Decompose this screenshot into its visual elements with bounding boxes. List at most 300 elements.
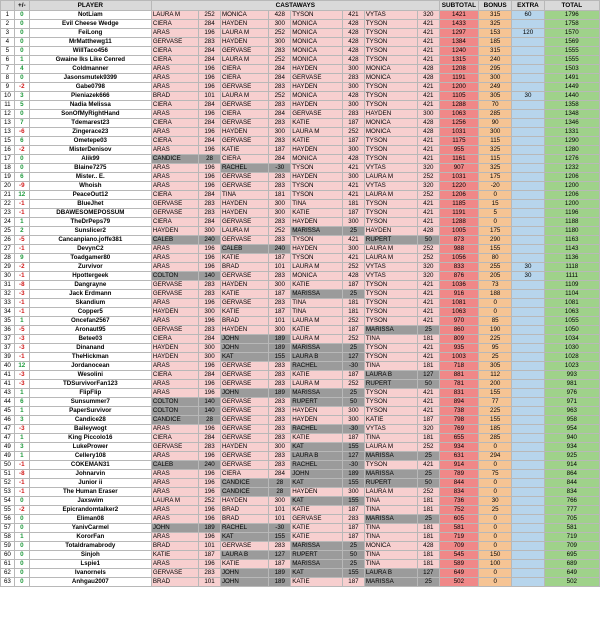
bonus-cell: 75 bbox=[478, 470, 511, 479]
subtotal-cell: 1175 bbox=[439, 137, 478, 146]
castaway-name: KATIE bbox=[291, 137, 343, 146]
subtotal-cell: 1421 bbox=[439, 11, 478, 20]
player-name: WillTaco456 bbox=[29, 47, 151, 56]
castaway-points: 300 bbox=[343, 173, 365, 182]
castaway-name: CIERA bbox=[220, 110, 268, 119]
extra-cell: 60 bbox=[512, 11, 544, 20]
rank-cell: 55 bbox=[1, 506, 15, 515]
castaway-name: LAURA M bbox=[364, 254, 417, 263]
extra-cell bbox=[512, 65, 544, 74]
table-row bbox=[1, 137, 600, 146]
change-cell: 9 bbox=[14, 254, 29, 263]
castaway-name: GERVASE bbox=[220, 182, 268, 191]
bonus-cell: 185 bbox=[478, 38, 511, 47]
castaway-name: TYSON bbox=[364, 281, 417, 290]
castaway-name: TYSON bbox=[364, 20, 417, 29]
castaway-name: CIERA bbox=[151, 101, 198, 110]
castaway-name: MONICA bbox=[291, 47, 343, 56]
extra-cell bbox=[512, 56, 544, 65]
extra-cell bbox=[512, 47, 544, 56]
castaway-points: 187 bbox=[343, 209, 365, 218]
castaway-points: 252 bbox=[417, 488, 439, 497]
castaway-name: GERVASE bbox=[220, 272, 268, 281]
change-cell: -2 bbox=[14, 263, 29, 272]
castaway-name: CIERA bbox=[151, 434, 198, 443]
total-cell: 777 bbox=[544, 506, 599, 515]
castaway-name: TYSON bbox=[364, 200, 417, 209]
extra-cell bbox=[512, 182, 544, 191]
extra-cell bbox=[512, 461, 544, 470]
castaway-name: TYSON bbox=[364, 218, 417, 227]
subtotal-cell: 1384 bbox=[439, 38, 478, 47]
castaway-points: 284 bbox=[199, 335, 221, 344]
subtotal-cell: 1081 bbox=[439, 299, 478, 308]
total-cell: 1200 bbox=[544, 200, 599, 209]
bonus-cell: 300 bbox=[478, 128, 511, 137]
castaway-points: 283 bbox=[269, 398, 291, 407]
bonus-cell: 0 bbox=[478, 542, 511, 551]
castaway-name: TYSON bbox=[291, 254, 343, 263]
bonus-cell: 205 bbox=[478, 272, 511, 281]
castaway-name: TYSON bbox=[291, 164, 343, 173]
castaway-points: 283 bbox=[199, 200, 221, 209]
change-cell: 0 bbox=[14, 497, 29, 506]
change-cell: 0 bbox=[14, 569, 29, 578]
castaway-points: 428 bbox=[417, 542, 439, 551]
castaway-points: 28 bbox=[199, 155, 221, 164]
castaway-points: 181 bbox=[417, 434, 439, 443]
extra-cell bbox=[512, 470, 544, 479]
subtotal-cell: 631 bbox=[439, 452, 478, 461]
castaway-name: ARAS bbox=[151, 533, 198, 542]
player-name: Eliman08 bbox=[29, 515, 151, 524]
castaway-points: 421 bbox=[417, 155, 439, 164]
castaway-name: HAYDEN bbox=[220, 128, 268, 137]
castaway-points: 284 bbox=[269, 65, 291, 74]
bonus-cell: 305 bbox=[478, 92, 511, 101]
change-cell: -2 bbox=[14, 146, 29, 155]
player-name: DBAWESOMEPOSSUM bbox=[29, 209, 151, 218]
castaway-name: GERVASE bbox=[151, 569, 198, 578]
total-cell: 709 bbox=[544, 542, 599, 551]
castaway-points: 252 bbox=[417, 245, 439, 254]
subtotal-cell: 809 bbox=[439, 335, 478, 344]
extra-cell bbox=[512, 452, 544, 461]
change-cell: 0 bbox=[14, 38, 29, 47]
castaway-name: LAURA M bbox=[291, 335, 343, 344]
change-cell: 0 bbox=[14, 74, 29, 83]
player-name: Sunslicer2 bbox=[29, 227, 151, 236]
extra-cell bbox=[512, 164, 544, 173]
castaway-name: LAURA M bbox=[151, 497, 198, 506]
change-cell: -1 bbox=[14, 488, 29, 497]
castaway-name: RACHEL bbox=[291, 461, 343, 470]
bonus-cell: 155 bbox=[478, 389, 511, 398]
castaway-name: TYSON bbox=[291, 191, 343, 200]
castaway-name: HAYDEN bbox=[291, 407, 343, 416]
castaway-name: LAURA M bbox=[291, 263, 343, 272]
castaway-name: TYSON bbox=[364, 101, 417, 110]
rank-cell: 23 bbox=[1, 209, 15, 218]
total-cell: 695 bbox=[544, 551, 599, 560]
castaway-points: 101 bbox=[199, 578, 221, 587]
total-cell: 1023 bbox=[544, 362, 599, 371]
castaway-name: TYSON bbox=[364, 344, 417, 353]
castaway-name: ARAS bbox=[151, 128, 198, 137]
castaway-points: 428 bbox=[343, 272, 365, 281]
castaway-points: 421 bbox=[343, 254, 365, 263]
extra-cell: 120 bbox=[512, 29, 544, 38]
bonus-cell: 95 bbox=[478, 344, 511, 353]
player-name: LukePrower bbox=[29, 443, 151, 452]
table-row bbox=[1, 20, 600, 29]
extra-cell: 30 bbox=[512, 92, 544, 101]
table-row bbox=[1, 569, 600, 578]
castaway-points: 300 bbox=[269, 497, 291, 506]
bonus-cell: 0 bbox=[478, 524, 511, 533]
extra-cell bbox=[512, 551, 544, 560]
change-cell: 2 bbox=[14, 227, 29, 236]
subtotal-cell: 834 bbox=[439, 488, 478, 497]
change-cell: -1 bbox=[14, 209, 29, 218]
castaway-points: 284 bbox=[269, 110, 291, 119]
total-cell: 1104 bbox=[544, 290, 599, 299]
castaway-name: HAYDEN bbox=[364, 110, 417, 119]
bonus-cell: 225 bbox=[478, 335, 511, 344]
change-cell: -1 bbox=[14, 200, 29, 209]
castaway-name: ARAS bbox=[151, 299, 198, 308]
change-cell: 1 bbox=[14, 218, 29, 227]
change-cell: 1 bbox=[14, 56, 29, 65]
total-cell: 1109 bbox=[544, 281, 599, 290]
castaway-points: 181 bbox=[417, 506, 439, 515]
castaway-points: 421 bbox=[343, 182, 365, 191]
castaway-points: 25 bbox=[343, 389, 365, 398]
castaway-points: 428 bbox=[417, 227, 439, 236]
castaway-points: 283 bbox=[269, 299, 291, 308]
castaway-points: 252 bbox=[199, 497, 221, 506]
rank-cell: 59 bbox=[1, 542, 15, 551]
rank-cell: 9 bbox=[1, 83, 15, 92]
castaway-name: CIERA bbox=[151, 119, 198, 128]
castaway-name: LAURA M bbox=[151, 11, 198, 20]
castaway-name: ARAS bbox=[151, 389, 198, 398]
castaway-points: 196 bbox=[199, 470, 221, 479]
castaway-points: 189 bbox=[269, 335, 291, 344]
castaway-name: HAYDEN bbox=[220, 20, 268, 29]
castaway-name: HAYDEN bbox=[291, 488, 343, 497]
castaway-points: 284 bbox=[269, 155, 291, 164]
castaway-points: 187 bbox=[343, 281, 365, 290]
castaway-points: 189 bbox=[199, 524, 221, 533]
extra-cell bbox=[512, 110, 544, 119]
castaway-points: 140 bbox=[199, 398, 221, 407]
bonus-cell: 155 bbox=[478, 416, 511, 425]
table-row bbox=[1, 398, 600, 407]
table-row bbox=[1, 533, 600, 542]
castaway-points: 284 bbox=[199, 191, 221, 200]
extra-cell bbox=[512, 137, 544, 146]
castaway-points: 50 bbox=[343, 398, 365, 407]
bonus-cell: 188 bbox=[478, 290, 511, 299]
total-cell: 1206 bbox=[544, 191, 599, 200]
castaway-name: HAYDEN bbox=[220, 281, 268, 290]
castaway-points: 187 bbox=[269, 254, 291, 263]
castaway-name: ARAS bbox=[151, 515, 198, 524]
castaway-points: 300 bbox=[343, 83, 365, 92]
castaway-points: 187 bbox=[343, 533, 365, 542]
castaway-points: 252 bbox=[343, 128, 365, 137]
castaway-name: COLTON bbox=[151, 272, 198, 281]
rank-cell: 40 bbox=[1, 362, 15, 371]
rank-cell: 63 bbox=[1, 578, 15, 587]
table-row bbox=[1, 344, 600, 353]
table-row bbox=[1, 497, 600, 506]
castaway-points: 252 bbox=[417, 191, 439, 200]
extra-cell bbox=[512, 569, 544, 578]
castaway-points: 101 bbox=[199, 92, 221, 101]
subtotal-cell: 1105 bbox=[439, 92, 478, 101]
castaway-points: 189 bbox=[269, 389, 291, 398]
table-row bbox=[1, 83, 600, 92]
extra-cell bbox=[512, 335, 544, 344]
castaway-name: CANDICE bbox=[220, 479, 268, 488]
castaway-points: 283 bbox=[199, 38, 221, 47]
extra-cell bbox=[512, 299, 544, 308]
extra-cell bbox=[512, 353, 544, 362]
rank-cell: 35 bbox=[1, 317, 15, 326]
castaway-points: 196 bbox=[199, 254, 221, 263]
castaway-name: MONICA bbox=[364, 119, 417, 128]
castaway-name: KATIE bbox=[364, 416, 417, 425]
extra-cell bbox=[512, 290, 544, 299]
castaway-name: RUPERT bbox=[364, 380, 417, 389]
change-cell: -3 bbox=[14, 425, 29, 434]
castaway-name: TYSON bbox=[364, 56, 417, 65]
total-cell: 719 bbox=[544, 533, 599, 542]
subtotal-cell: 581 bbox=[439, 524, 478, 533]
castaway-name: ARAS bbox=[151, 488, 198, 497]
bonus-cell: 25 bbox=[478, 506, 511, 515]
table-row bbox=[1, 551, 600, 560]
castaway-name: LAURA M bbox=[220, 227, 268, 236]
castaway-points: 50 bbox=[417, 236, 439, 245]
bonus-cell: 115 bbox=[478, 155, 511, 164]
castaway-name: CIERA bbox=[151, 20, 198, 29]
castaway-points: 283 bbox=[269, 380, 291, 389]
castaway-points: 428 bbox=[343, 155, 365, 164]
bonus-cell: 0 bbox=[478, 515, 511, 524]
castaway-points: 252 bbox=[343, 317, 365, 326]
bonus-cell: 175 bbox=[478, 173, 511, 182]
castaway-points: 196 bbox=[199, 173, 221, 182]
bonus-cell: 25 bbox=[478, 353, 511, 362]
extra-cell bbox=[512, 425, 544, 434]
castaway-points: 187 bbox=[269, 290, 291, 299]
total-cell: 1028 bbox=[544, 353, 599, 362]
rank-cell: 62 bbox=[1, 569, 15, 578]
castaway-name: LAURA M bbox=[220, 56, 268, 65]
change-cell: -9 bbox=[14, 182, 29, 191]
rank-header bbox=[1, 1, 15, 11]
castaway-points: 283 bbox=[269, 407, 291, 416]
castaway-name: KATIE bbox=[151, 551, 198, 560]
rank-cell: 61 bbox=[1, 560, 15, 569]
player-name: Ometepe03 bbox=[29, 137, 151, 146]
castaway-name: COLTON bbox=[151, 407, 198, 416]
subtotal-cell: 1036 bbox=[439, 281, 478, 290]
player-name: Johnarvin bbox=[29, 470, 151, 479]
rank-cell: 45 bbox=[1, 407, 15, 416]
castaway-points: 284 bbox=[199, 20, 221, 29]
castaway-points: 252 bbox=[269, 29, 291, 38]
subtotal-cell: 1288 bbox=[439, 218, 478, 227]
subtotal-cell: 1031 bbox=[439, 173, 478, 182]
castaway-name: HAYDEN bbox=[151, 308, 198, 317]
castaway-points: 187 bbox=[343, 119, 365, 128]
castaway-name: LAURA B bbox=[364, 569, 417, 578]
change-cell: 1 bbox=[14, 317, 29, 326]
castaway-name: TINA bbox=[220, 191, 268, 200]
player-name: King Piccolo16 bbox=[29, 434, 151, 443]
total-cell: 1180 bbox=[544, 227, 599, 236]
castaway-name: LAURA M bbox=[291, 317, 343, 326]
change-cell: -1 bbox=[14, 461, 29, 470]
player-name: Alik99 bbox=[29, 155, 151, 164]
castaway-name: CALEB bbox=[220, 245, 268, 254]
castaway-points: 421 bbox=[417, 353, 439, 362]
total-cell: 844 bbox=[544, 479, 599, 488]
castaway-points: 421 bbox=[417, 38, 439, 47]
player-name: Cancanpiano.joffe381 bbox=[29, 236, 151, 245]
total-cell: 1232 bbox=[544, 164, 599, 173]
castaway-name: GERVASE bbox=[220, 173, 268, 182]
subtotal-cell: 655 bbox=[439, 434, 478, 443]
castaway-points: 196 bbox=[199, 263, 221, 272]
castaway-points: 283 bbox=[343, 110, 365, 119]
castaway-points: 283 bbox=[199, 290, 221, 299]
change-cell: -6 bbox=[14, 128, 29, 137]
bonus-cell: 0 bbox=[478, 218, 511, 227]
castaway-points: 320 bbox=[417, 425, 439, 434]
extra-cell bbox=[512, 236, 544, 245]
castaway-points: 187 bbox=[269, 308, 291, 317]
subtotal-cell: 502 bbox=[439, 578, 478, 587]
castaway-points: 187 bbox=[343, 524, 365, 533]
rank-cell: 3 bbox=[1, 29, 15, 38]
castaway-points: 300 bbox=[269, 38, 291, 47]
bonus-cell: 0 bbox=[478, 461, 511, 470]
castaway-points: 428 bbox=[343, 29, 365, 38]
castaway-points: 283 bbox=[269, 272, 291, 281]
castaway-name: TYSON bbox=[364, 407, 417, 416]
total-cell: 1358 bbox=[544, 101, 599, 110]
castaway-name: TYSON bbox=[364, 146, 417, 155]
castaway-name: TINA bbox=[364, 560, 417, 569]
total-cell: 1440 bbox=[544, 92, 599, 101]
castaway-name: MARISSA bbox=[291, 227, 343, 236]
castaway-name: GERVASE bbox=[220, 371, 268, 380]
player-name: Ivanornels bbox=[29, 569, 151, 578]
castaway-name: HAYDEN bbox=[220, 497, 268, 506]
castaway-points: 189 bbox=[343, 470, 365, 479]
change-cell: 1 bbox=[14, 434, 29, 443]
castaway-points: 155 bbox=[343, 443, 365, 452]
castaway-points: 181 bbox=[343, 200, 365, 209]
table-row bbox=[1, 389, 600, 398]
total-cell: 1276 bbox=[544, 155, 599, 164]
castaway-name: TINA bbox=[364, 533, 417, 542]
extra-cell bbox=[512, 227, 544, 236]
castaway-name: VYTAS bbox=[364, 263, 417, 272]
extra-cell bbox=[512, 389, 544, 398]
castaway-name: TYSON bbox=[291, 11, 343, 20]
castaway-points: 300 bbox=[417, 110, 439, 119]
castaway-points: 300 bbox=[199, 227, 221, 236]
rank-cell: 30 bbox=[1, 272, 15, 281]
total-cell: 954 bbox=[544, 425, 599, 434]
subtotal-cell: 545 bbox=[439, 551, 478, 560]
castaway-points: 140 bbox=[199, 407, 221, 416]
subtotal-cell: 1191 bbox=[439, 209, 478, 218]
subtotal-cell: 589 bbox=[439, 560, 478, 569]
castaway-points: 25 bbox=[343, 227, 365, 236]
subtotal-cell: 719 bbox=[439, 533, 478, 542]
castaway-points: 181 bbox=[343, 308, 365, 317]
castaway-name: TYSON bbox=[291, 182, 343, 191]
player-name: Dinanand bbox=[29, 344, 151, 353]
table-row bbox=[1, 119, 600, 128]
rank-cell: 15 bbox=[1, 137, 15, 146]
table-row bbox=[1, 155, 600, 164]
castaway-points: 300 bbox=[343, 146, 365, 155]
rank-cell: 2 bbox=[1, 20, 15, 29]
change-cell: 6 bbox=[14, 173, 29, 182]
castaway-name: LAURA M bbox=[364, 488, 417, 497]
castaway-points: 196 bbox=[199, 488, 221, 497]
rank-cell: 49 bbox=[1, 452, 15, 461]
castaway-name: GERVASE bbox=[220, 47, 268, 56]
castaway-name: ARAS bbox=[151, 560, 198, 569]
castaway-points: 284 bbox=[199, 371, 221, 380]
table-body bbox=[1, 11, 600, 587]
extra-cell bbox=[512, 443, 544, 452]
castaway-points: -30 bbox=[269, 164, 291, 173]
total-cell: 914 bbox=[544, 461, 599, 470]
player-name: Baileywogt bbox=[29, 425, 151, 434]
extra-cell bbox=[512, 245, 544, 254]
table-row bbox=[1, 65, 600, 74]
bonus-cell: 0 bbox=[478, 578, 511, 587]
castaway-name: MARISSA bbox=[291, 344, 343, 353]
subtotal-cell: 769 bbox=[439, 425, 478, 434]
castaway-name: BRAD bbox=[220, 506, 268, 515]
total-cell: 1348 bbox=[544, 110, 599, 119]
table-row bbox=[1, 128, 600, 137]
table-row bbox=[1, 38, 600, 47]
subtotal-cell: 1315 bbox=[439, 56, 478, 65]
castaway-points: 155 bbox=[343, 497, 365, 506]
extra-cell bbox=[512, 191, 544, 200]
change-cell: 0 bbox=[14, 11, 29, 20]
castaway-points: 421 bbox=[417, 308, 439, 317]
rank-cell: 10 bbox=[1, 92, 15, 101]
castaway-name: VYTAS bbox=[364, 164, 417, 173]
change-cell: 5 bbox=[14, 101, 29, 110]
bonus-cell: 0 bbox=[478, 488, 511, 497]
subtotal-cell: 709 bbox=[439, 542, 478, 551]
rank-cell: 25 bbox=[1, 227, 15, 236]
